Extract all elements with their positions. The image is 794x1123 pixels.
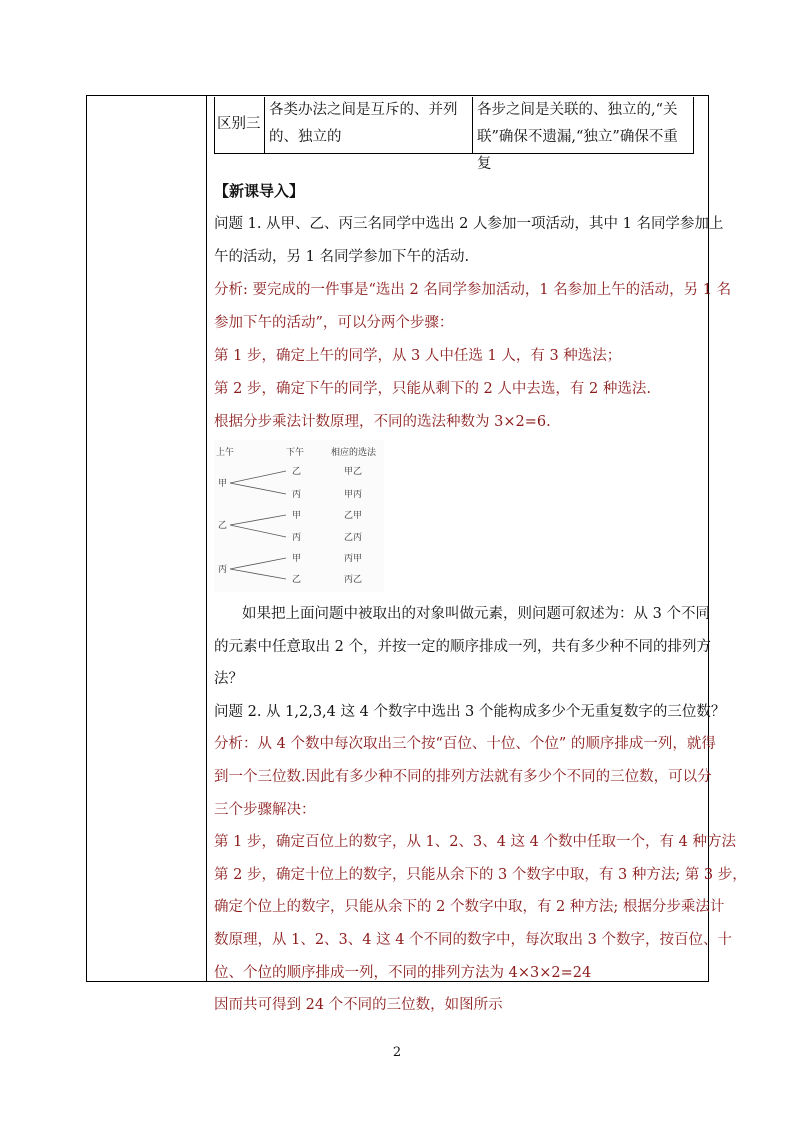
tree-leaf: 乙 — [292, 575, 302, 585]
tree-result: 乙甲 — [344, 511, 363, 521]
problem2-steps: 数原理，从 1、2、3、4 这 4 个不同的数字中，每次取出 3 个数字，按百位、十 — [214, 931, 733, 948]
tree-result: 丙甲 — [344, 554, 363, 564]
problem1-analysis: 参加下午的活动”，可以分两个步骤： — [214, 315, 454, 331]
tree-header: 上午 — [216, 448, 235, 458]
problem2-steps: 位、个位的顺序排成一列，不同的排列方法为 4×3×2=24 — [214, 964, 592, 981]
classification-method-cell — [265, 97, 473, 153]
problem1-conclusion: 根据分步乘法计数原理，不同的选法种数为 3×2=6. — [214, 414, 551, 430]
problem2-final: 因而共可得到 24 个不同的三位数，如图所示 — [214, 997, 503, 1014]
problem2-text: 问题 2. 从 1,2,3,4 这 4 个数字中选出 3 个能构成多少个无重复数字的三位数？ — [214, 703, 726, 720]
problem2-steps: 第 2 步，确定十位上的数字，只能从余下的 3 个数字中取，有 3 种方法; 第 3 步， — [214, 866, 747, 883]
problem2-analysis: 分析：从 4 个数中每次取出三个按“百位、十位、个位” 的顺序排成一列，就得 — [214, 736, 716, 753]
problem1-step1: 第 1 步，确定上午的同学，从 3 人中任选 1 人，有 3 种选法； — [214, 348, 622, 364]
cell-text-line: 各步之间是关联的、独立的,“关 — [477, 102, 678, 118]
problem2-analysis: 到一个三位数.因此有多少种不同的排列方法就有多少个不同的三位数，可以分 — [214, 768, 712, 785]
step-method-cell — [473, 97, 693, 172]
tree-root: 甲 — [218, 479, 228, 489]
restatement-text: 如果把上面问题中被取出的对象叫做元素，则问题可叙述为：从 3 个不同 — [242, 606, 710, 622]
comparison-table-row — [214, 97, 694, 172]
tree-result: 乙丙 — [344, 533, 363, 543]
restatement-text: 法？ — [214, 671, 243, 688]
tree-result: 甲丙 — [344, 490, 363, 500]
problem1-text: 问题 1. 从甲、乙、丙三名同学中选出 2 人参加一项活动，其中 1 名同学参加上 — [214, 216, 724, 232]
problem2-steps: 第 1 步，确定百位上的数字，从 1、2、3、4 这 4 个数中任取一个，有 4 种方法 — [214, 834, 736, 851]
section-heading: 【新课导入】 — [214, 182, 305, 200]
cell-text-line: 的、独立的 — [269, 129, 342, 145]
tree-branches — [230, 471, 286, 579]
column-divider — [206, 95, 207, 982]
tree-header: 下午 — [286, 448, 305, 458]
problem1-analysis: 分析: 要完成的一件事是“选出 2 名同学参加活动，1 名参加上午的活动，另 1 名 — [214, 282, 732, 298]
problem2-steps: 确定个位上的数字，只能从余下的 2 个数字中取，有 2 种方法; 根据分步乘法计 — [214, 899, 725, 916]
permutation-discussion — [214, 598, 747, 1022]
tree-result: 甲乙 — [344, 467, 363, 477]
tree-leaf: 乙 — [292, 467, 302, 477]
row-label-cell: 区别三 — [215, 97, 265, 153]
problem1-text: 午的活动，另 1 名同学参加下午的活动. — [214, 249, 470, 265]
tree-root: 丙 — [218, 565, 228, 575]
cell-text-line: 联”确保不遗漏,“独立”确保不重复 — [477, 129, 678, 172]
tree-leaf: 丙 — [292, 490, 302, 500]
tree-result: 丙乙 — [344, 575, 363, 585]
tree-diagram — [214, 440, 384, 592]
restatement-text: 的元素中任意取出 2 个，并按一定的顺序排成一列，共有多少种不同的排列方 — [214, 638, 711, 655]
tree-leaf: 丙 — [292, 533, 302, 543]
tree-header: 相应的选法 — [331, 448, 377, 458]
new-lesson-intro — [214, 175, 732, 439]
cell-text-line: 各类办法之间是互斥的、并列 — [269, 102, 458, 118]
problem1-step2: 第 2 步，确定下午的同学，只能从剩下的 2 人中去选，有 2 种选法. — [214, 381, 651, 397]
tree-root: 乙 — [218, 521, 228, 531]
page-number: 2 — [392, 1045, 402, 1060]
tree-leaf: 甲 — [292, 554, 302, 564]
problem2-analysis: 三个步骤解决： — [214, 801, 316, 818]
tree-leaf: 甲 — [292, 511, 302, 521]
